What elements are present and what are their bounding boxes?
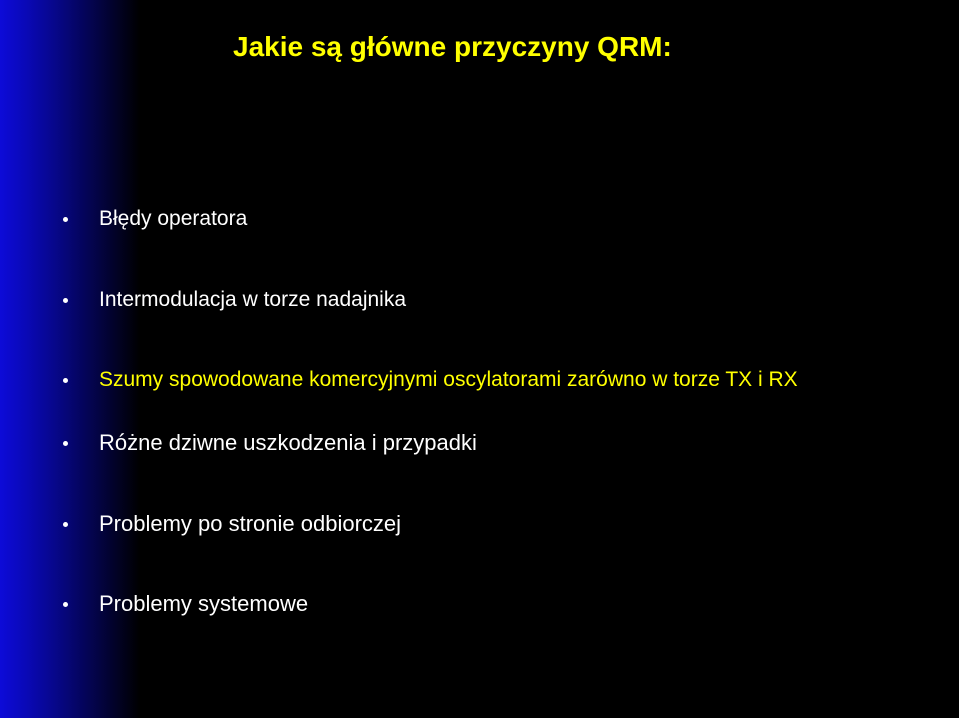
bullet-dot-icon [63,602,68,607]
bullet-item-strange-damages [63,428,477,458]
bullet-item-oscillator-noise [63,365,798,395]
bullet-item-intermodulation [63,285,406,315]
bullet-dot-icon [63,217,68,222]
bullet-item-receiver-problems [63,509,401,539]
bullet-text: Problemy systemowe [99,591,309,616]
bullet-dot-icon [63,522,68,527]
bullet-text: Różne dziwne uszkodzenia i przypadki [99,430,477,455]
bullet-dot-icon [63,298,68,303]
bullet-dot-icon [63,378,68,383]
slide-title: Jakie są główne przyczyny QRM: [233,31,672,62]
bullet-text: Szumy spowodowane komercyjnymi oscylatorami zarówno w torze TX i RX [99,368,798,391]
bullet-text: Problemy po stronie odbiorczej [99,511,402,536]
bullet-item-operator-errors [63,204,247,234]
bullet-text: Błędy operatora [99,207,248,230]
bullet-text: Intermodulacja w torze nadajnika [99,288,407,311]
bullet-item-system-problems [63,589,308,619]
bullet-dot-icon [63,441,68,446]
